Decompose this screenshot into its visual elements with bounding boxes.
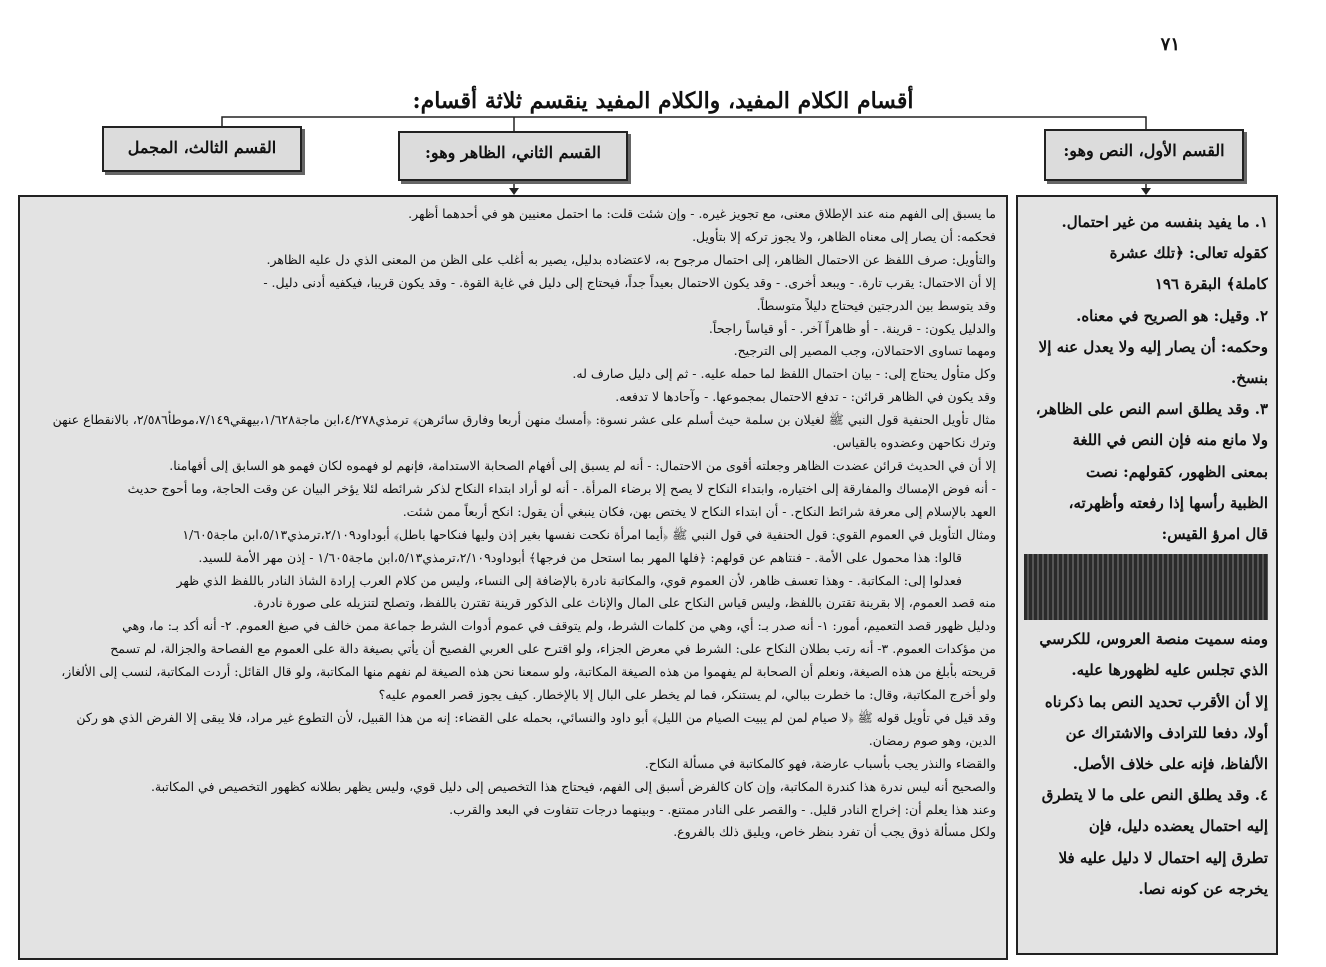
nass-text-bottom [1024,624,1268,905]
section-box-first: القسم الأول، النص وهو: [1044,129,1244,181]
zahir-line: وكل متأول يحتاج إلى: - بيان احتمال اللفظ لما حمله عليه. - ثم إلى دليل صارف له. [572,366,996,382]
zahir-line: ومهما تساوى الاحتمالان، وجب المصير إلى الترجيح. [733,343,996,359]
zahir-line: والصحيح أنه ليس ندرة هذا كندرة المكاتبة، وإن كان كالفرض أسبق إلى الفهم، فيحتاج هذا التخصيص إلى دليل قوي، وليس يظهر بطلانه كظهور التخصيص في المكاتبة. [150,778,996,794]
nass-line: وحكمه: أن يصار إليه ولا يعدل عنه إلا [1038,337,1268,356]
zahir-line: وعند هذا يعلم أن: إخراج النادر قليل. - والقصر على النادر ممتنع. - وبينهما درجات تتفاوت في البعد والقرب. [449,801,996,817]
zahir-line: قالوا: هذا محمول على الأمة. - فنتاهم عن قولهم: ﴿فلها المهر بما استحل من فرجها﴾ أبوداود٢/١٠٩،ترمذي٥/١٣،ابن ماجة١/٦٠٥ - إذن مهر الأمة للسيد. [198,549,962,565]
nass-line: قال امرؤ القيس: [1161,525,1268,544]
zahir-line: وترك نكاحهن وعضدوه بالقياس. [832,435,996,451]
page-title: أقسام الكلام المفيد، والكلام المفيد ينقسم ثلاثة أقسام: [412,88,914,114]
zahir-line: إلا أن الاحتمال: يقرب تارة. - ويبعد أخرى. - وقد يكون الاحتمال بعيداً جداً، فيحتاج إلى دليل في غاية القوة. - وقد يكون قريبا، فيكفيه أدنى دليل. - [263,274,996,290]
nass-text-top [1024,207,1268,550]
nass-line: أولا، دفعا للترادف والاشتراك عن [1065,723,1268,742]
zahir-line: فعدلوا إلى: المكاتبة. - وهذا تعسف ظاهر، لأن العموم قوي، والمكاتبة نادرة بالإضافة إلى النساء، وليس من كلام العرب إرادة الشاذ النادر باللفظ الذي ظهر [176,572,962,588]
section-box-third: القسم الثالث، المجمل [102,126,302,172]
zahir-line: - أنه فوض الإمساك والمفارقة إلى اختياره، وابتداء النكاح لا يصح إلا برضاء المرأة. - أنه لو أراد ابتداء النكاح لذكر شرائطه لئلا يؤخر البيان عن وقت الحاجة، وما أحوج حديث [127,480,996,496]
zahir-line: ودليل ظهور قصد التعميم، أمور: ١- أنه صدر بـ: أي، وهي من كلمات الشرط، ولم يتوقف في عموم أدوات الشرط جماعة ممن خالف في صيغ العموم. ٢- أنه أكد بـ: ما، وهي [122,618,996,634]
nass-line: ١. ما يفيد بنفسه من غير احتمال. [1061,213,1268,231]
nass-line: ٢. وقيل: هو الصريح في معناه. [1076,306,1268,325]
zahir-line: من مؤكدات العموم. ٣- أنه رتب بطلان النكاح على: الشرط في معرض الجزاء، ولو اقترح على العربي الفصيح أن يأتي بصيغة دالة على العموم مع الفصاحة والجزالة، لم تسمح [110,641,996,657]
zahir-line: ولكل مسألة ذوق يجب أن تفرد بنظر خاص، ويليق ذلك بالفروع. [673,824,996,840]
poetry-verse-image [1024,554,1268,620]
nass-line: ومنه سميت منصة العروس، للكرسي [1039,630,1268,649]
zahir-line: والقضاء والنذر يجب بأسباب عارضة، فهو كالمكاتبة في مسألة النكاح. [644,755,996,771]
nass-line: الألفاظ، فإنه على خلاف الأصل. [1072,755,1268,774]
nass-line: ٤. وقد يطلق النص على ما لا يتطرق [1041,786,1268,805]
nass-line: الظبية رأسها إذا رفعته وأظهرته، [1068,493,1268,512]
section-box-second: القسم الثاني، الظاهر وهو: [398,131,628,181]
zahir-line: والدليل يكون: - قرينة. - أو ظاهراً آخر. - أو قياساً راجحاً. [708,320,996,336]
nass-line: كقوله تعالى: ﴿تلك عشرة [1109,244,1268,263]
nass-line: كاملة﴾ البقرة ١٩٦ [1154,275,1268,294]
nass-line: يخرجه عن كونه نصا. [1138,879,1268,898]
nass-line: بمعنى الظهور، كقولهم: نصت [1086,462,1268,481]
text-panel-nass [1016,195,1278,955]
nass-line: تطرق إليه احتمال لا دليل عليه فلا [1058,848,1268,867]
zahir-line: الدين، وهو صوم رمضان. [868,732,996,748]
zahir-line: إلا أن في الحديث قرائن عضدت الظاهر وجعلته أقوى من الاحتمال: - أنه لم يسبق إلى أفهام الصحابة الاستدامة، فإنهم لو فهموه لكان فهمو هو السابق إلى أفهامنا. [169,457,996,473]
zahir-line: ومثال التأويل في العموم القوي: قول الحنفية في قول النبي ﷺ ﴿أيما امرأة نكحت نفسها بغير إذن وليها فنكاحها باطل﴾ أبوداود٢/١٠٩،ترمذي٥/١٣،ابن ماجة١/٦٠٥ [182,526,996,542]
zahir-line: وقد يتوسط بين الدرجتين فيحتاج دليلاً متوسطاً. [756,297,996,313]
zahir-line: فحكمه: أن يصار إلى معناه الظاهر، ولا يجوز تركه إلا بتأويل. [692,228,996,244]
nass-line: بنسخ. [1231,369,1268,388]
zahir-line: قريحته بأبلغ من هذه الصيغة، ونعلم أن الصحابة لم يفهموا من هذه الصيغة المكاتبة، ولو سمعنا نحن هذه الصيغة لم نفهم منها المكاتبة، ولو قال القائل: أردت المكاتبة، لنسب إلى الألغاز، [61,664,996,680]
zahir-line: منه قصد العموم، إلا بقرينة تقترن باللفظ، وليس قياس النكاح على المال والإناث على الذكور قرينة تقترن باللفظ، وتصلح لتنزيله على صورة نادرة. [253,595,996,611]
text-panel-zahir [18,195,1008,960]
zahir-line: مثال تأويل الحنفية قول النبي ﷺ لغيلان بن سلمة حيث أسلم على عشر نسوة: ﴿أمسك منهن أربعا وفارق سائرهن﴾ ترمذي٤/٢٧٨،ابن ماجة١/٦٢٨،بيهقي٧/١٤٩،موطأ٢/٥٨٦، بالانقطاع عنهن [52,412,996,428]
nass-line: إليه احتمال يعضده دليل، فإن [1088,817,1268,836]
zahir-line: وقد قيل في تأويل قوله ﷺ ﴿لا صيام لمن لم يبيت الصيام من الليل﴾ أبو داود والنسائي، بحمله على القضاء: إنه من هذا القبيل، لأن التطوع غير مراد، فلا يبقى إلا الفرض الذي هو ركن [76,709,996,725]
zahir-line: العهد بالإسلام إلى معرفة شرائط النكاح. - أن ابتداء النكاح لا يختص بهن، فكان ينبغي أن يقول: انكح أربعاً ممن شئت. [402,503,996,519]
nass-line: ٣. وقد يطلق اسم النص على الظاهر، [1035,400,1268,419]
zahir-line: وقد يكون في الظاهر قرائن: - تدفع الاحتمال بمجموعها. - وآحادها لا تدفعه. [615,389,996,405]
zahir-line: ما يسبق إلى الفهم منه عند الإطلاق معنى، مع تجويز غيره. - وإن شئت قلت: ما احتمل معنيين هو في أحدهما أظهر. [408,206,996,221]
nass-line: إلا أن الأقرب تحديد النص بما ذكرناه [1044,692,1268,711]
nass-line: الذي تجلس عليه لظهورها عليه. [1071,661,1268,680]
page-number: ٧١ [1160,34,1180,55]
nass-line: ولا مانع منه فإن النص في اللغة [1072,431,1268,450]
zahir-line: والتأويل: صرف اللفظ عن الاحتمال الظاهر، إلى احتمال مرجوح به، لاعتضاده بدليل، يصير به أغلب على الظن من المعنى الذي دل عليه الظاهر. [266,251,996,267]
zahir-line: ولو أخرج المكاتبة، وقال: ما خطرت ببالي، لم يستنكر، فما لم يخطر على البال إلا بالإخطار. كيف يجوز قصر العموم عليه؟ [378,687,996,703]
